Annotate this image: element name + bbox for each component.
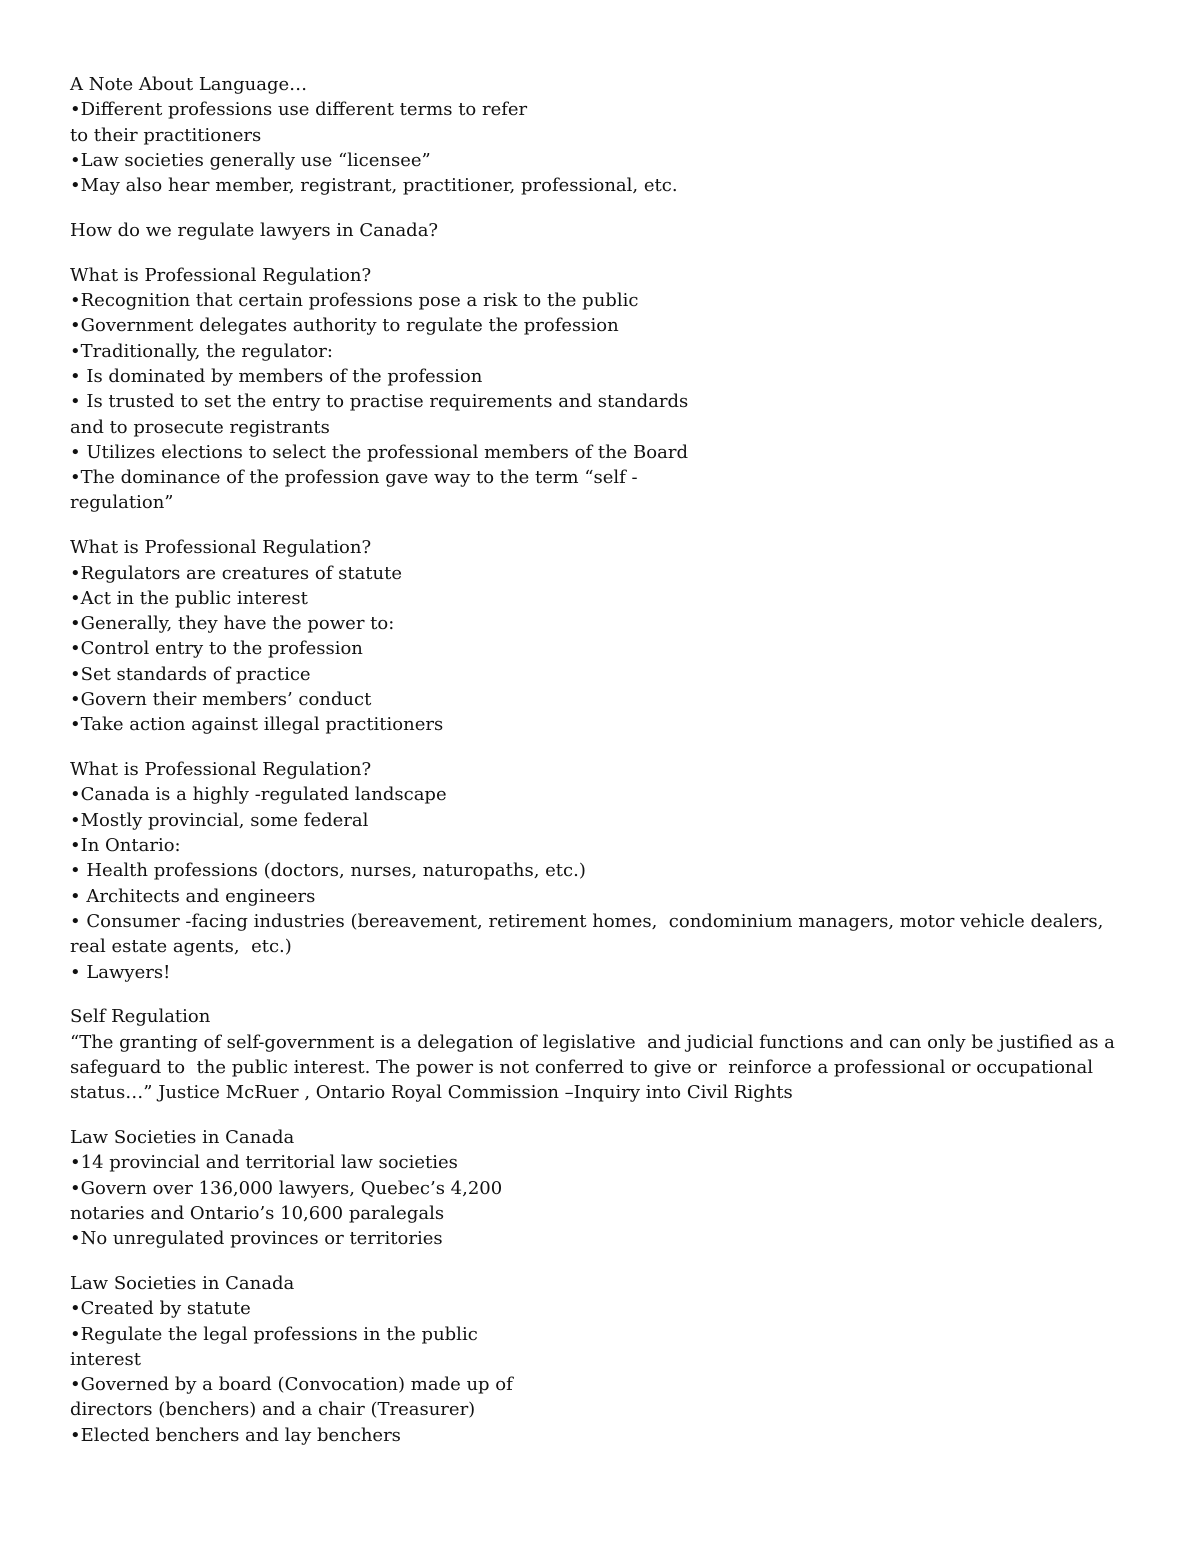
document-page (70, 72, 1130, 1468)
text-line: •Different professions use different terms to refer (70, 99, 528, 121)
text-line: regulation” (70, 492, 174, 514)
text-line: •Traditionally, the regulator: (70, 340, 333, 362)
text-line: interest (70, 1348, 141, 1370)
section-heading: What is Professional Regulation? (70, 759, 372, 781)
text-line: •Govern their members’ conduct (70, 689, 372, 711)
document-section (70, 218, 1130, 243)
section-heading: What is Professional Regulation? (70, 264, 372, 286)
text-line: •Canada is a highly -regulated landscape (70, 784, 447, 806)
text-line: •In Ontario: (70, 835, 181, 857)
text-line: •Created by statute (70, 1298, 251, 1320)
text-line: •Government delegates authority to regulate the profession (70, 315, 619, 337)
document-section (70, 1271, 1130, 1448)
section-heading: Self Regulation (70, 1006, 211, 1028)
text-line: • Consumer -facing industries (bereavement, retirement homes, condominium managers, motor vehicle dealers, (70, 910, 1104, 932)
text-line: •Elected benchers and lay benchers (70, 1424, 401, 1446)
text-line: • Is dominated by members of the profession (70, 365, 483, 387)
text-line: “The granting of self-government is a delegation of legislative and judicial functions and can only be justified as a (70, 1031, 1115, 1053)
document-section (70, 72, 1130, 198)
text-line: •Generally, they have the power to: (70, 613, 395, 635)
text-line: •Mostly provincial, some federal (70, 809, 369, 831)
text-line: • Health professions (doctors, nurses, naturopaths, etc.) (70, 860, 586, 882)
section-heading: A Note About Language… (70, 74, 308, 95)
text-line: •Take action against illegal practitioners (70, 714, 444, 736)
text-line: •Set standards of practice (70, 663, 311, 685)
text-line: •Recognition that certain professions pose a risk to the public (70, 290, 639, 312)
text-line: •May also hear member, registrant, practitioner, professional, etc. (70, 175, 678, 197)
text-line: to their practitioners (70, 124, 262, 146)
text-line: • Utilizes elections to select the professional members of the Board (70, 441, 688, 463)
text-line: notaries and Ontario’s 10,600 paralegals (70, 1202, 445, 1224)
text-line: • Lawyers! (70, 961, 171, 983)
document-section (70, 263, 1130, 516)
text-line: •Regulators are creatures of statute (70, 562, 403, 584)
text-line: directors (benchers) and a chair (Treasurer) (70, 1399, 476, 1421)
text-line: •No unregulated provinces or territories (70, 1228, 443, 1250)
section-heading: Law Societies in Canada (70, 1272, 295, 1294)
text-line: •Act in the public interest (70, 587, 308, 609)
section-heading: Law Societies in Canada (70, 1126, 295, 1148)
text-line: •14 provincial and territorial law societies (70, 1152, 458, 1174)
text-line: and to prosecute registrants (70, 416, 330, 438)
text-line: •Governed by a board (Convocation) made up of (70, 1374, 513, 1396)
document-section (70, 1125, 1130, 1251)
text-line: • Is trusted to set the entry to practise requirements and standards (70, 391, 689, 413)
text-line: real estate agents, etc.) (70, 936, 292, 958)
text-line: •The dominance of the profession gave way to the term “self - (70, 467, 638, 489)
text-line: status…” Justice McRuer , Ontario Royal Commission –Inquiry into Civil Rights (70, 1082, 793, 1104)
document-section (70, 1004, 1130, 1105)
document-section (70, 535, 1130, 737)
text-line: •Control entry to the profession (70, 638, 363, 660)
text-line: safeguard to the public interest. The power is not conferred to give or reinforce a professional or occupational (70, 1056, 1093, 1078)
text-line: •Law societies generally use “licensee” (70, 149, 431, 171)
text-line: •Regulate the legal professions in the public (70, 1323, 478, 1345)
text-line: •Govern over 136,000 lawyers, Quebec’s 4,200 (70, 1177, 503, 1199)
text-line: • Architects and engineers (70, 885, 316, 907)
document-section (70, 757, 1130, 985)
section-heading: How do we regulate lawyers in Canada? (70, 219, 439, 241)
section-heading: What is Professional Regulation? (70, 537, 372, 559)
